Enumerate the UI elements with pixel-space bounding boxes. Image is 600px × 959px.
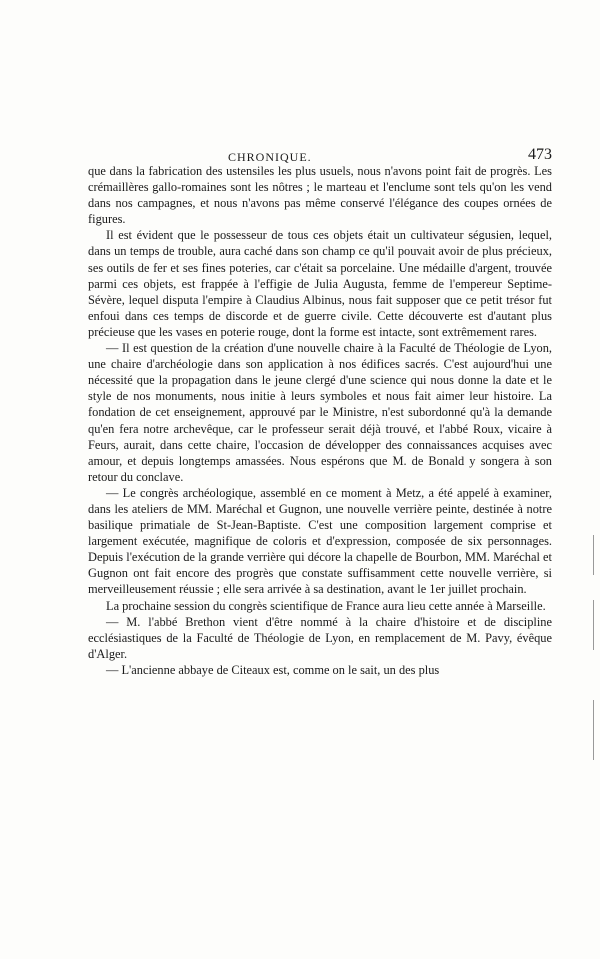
paragraph: — Le congrès archéologique, assemblé en ce moment à Metz, a été appelé à examiner, dans les ateliers de MM. Maréchal et Gugnon, une nouvelle verrière peinte, destinée à notre basilique primatiale de St-Jean-Baptiste. C'est une composition largement comprise et largement exécutée, magnifique de coloris et d'expression, composée de six personnages. Depuis l'exécution de la grande verrière qui décore la chapelle de Bourbon, MM. Maréchal et Gugnon ont fait encore des progrès que constate suffisamment cette nouvelle verrière, si merveilleusement réussie ; elle sera arrivée à sa destination, avant le 1er juillet prochain. xyxy=(88,485,552,597)
margin-mark xyxy=(593,600,594,650)
margin-mark xyxy=(593,700,594,760)
running-title: CHRONIQUE. xyxy=(228,150,312,164)
paragraph: que dans la fabrication des ustensiles les plus usuels, nous n'avons point fait de progrès. Les crémaillères gallo-romaines sont les nôtres ; le marteau et l'enclume sont tels qu'on les vend dans nos campagnes, et nous n'avons pas même conservé l'élégance des coupes ornées de figures. xyxy=(88,164,552,227)
margin-mark xyxy=(593,535,594,575)
paragraph: Il est évident que le possesseur de tous ces objets était un cultivateur ségusien, lequel, dans un temps de trouble, aura caché dans son champ ce qu'il pouvait avoir de plus précieux, ses outils de fer et ses fines poteries, car c'était sa porcelaine. Une médaille d'argent, trouvée parmi ces objets, est frappée à l'effigie de Julia Augusta, femme de l'empereur Septime-Sévère, lequel disputa l'empire à Claudius Albinus, nous fait supposer que ce petit trésor fut enfoui dans ces temps de discorde et de guerre civile. Cette découverte est d'autant plus précieuse que les vases en poterie rouge, dont la forme est intacte, sont extrêmement rares. xyxy=(88,228,552,339)
page-number: 473 xyxy=(528,146,552,163)
paragraph: — Il est question de la création d'une nouvelle chaire à la Faculté de Théologie de Lyon, une chaire d'archéologie dans son application à nos édifices sacrés. C'est aujourd'hui une nécessité que la propagation dans le jeune clergé d'une science qui nous donne la date et le style de nos monuments, nous initie à leurs symboles et nous fait aimer leur histoire. La fondation de cet enseignement, approuvé par le Ministre, n'est subordonné qu'à la demande qu'en fera notre archevêque, car le professeur serait déjà trouvé, et l'abbé Roux, vicaire à Feurs, aurait, dans cette chaire, l'occasion de développer des connaissances acquises avec amour, et depuis longtemps amassées. Nous espérons que M. de Bonald y songera à son retour du conclave. xyxy=(88,341,552,484)
paragraph: La prochaine session du congrès scientifique de France aura lieu cette année à Marseille. xyxy=(106,598,546,613)
paragraph: — L'ancienne abbaye de Citeaux est, comme on le sait, un des plus xyxy=(106,662,440,677)
body-text xyxy=(88,163,552,678)
paragraph: — M. l'abbé Brethon vient d'être nommé à la chaire d'histoire et de discipline ecclésiastiques de la Faculté de Théologie de Lyon, en remplacement de M. Pavy, évêque d'Alger. xyxy=(88,614,552,661)
